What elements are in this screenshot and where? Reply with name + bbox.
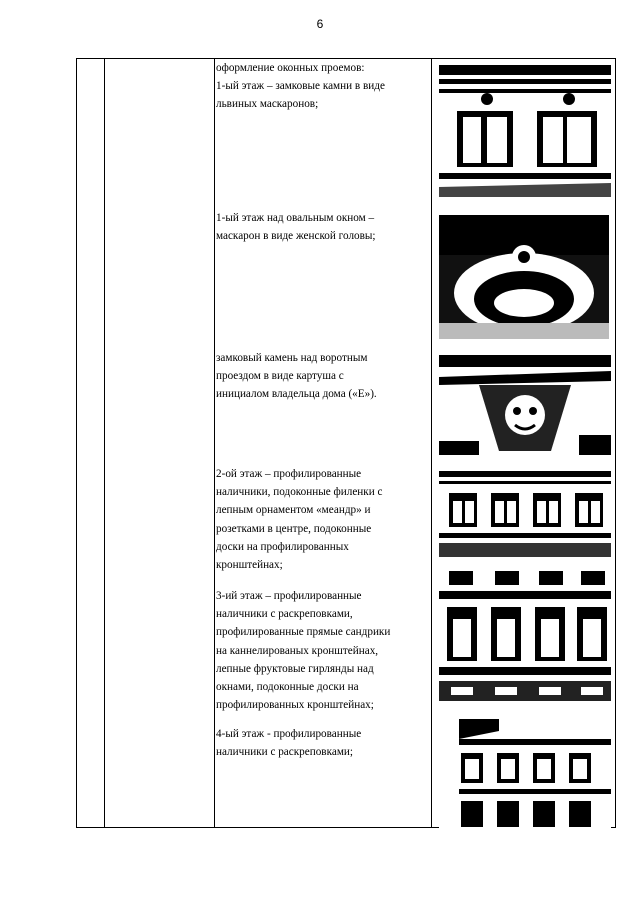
column-divider [104, 59, 105, 827]
text-line: кронштейнах; [216, 559, 283, 572]
monument-description-table [76, 58, 616, 828]
facade-photo-lion-mascarons [439, 65, 611, 197]
text-line: 3-ий этаж – профилированные [216, 590, 362, 602]
text-line: доски на профилированных [216, 540, 349, 553]
text-line: 1-ый этаж над овальным окном – [216, 212, 375, 224]
facade-photo-third-floor-windows [439, 567, 611, 701]
text-line: окнами, подоконные доски на [216, 681, 359, 694]
facade-photo-second-floor-windows [439, 471, 611, 557]
text-line: лепным орнаментом «меандр» и [216, 504, 371, 517]
text-line: 2-ой этаж – профилированные [216, 468, 362, 480]
text-line: розетками в центре, подоконные [216, 522, 372, 535]
text-line: лепные фруктовые гирлянды над [216, 662, 374, 675]
description-cell [216, 587, 432, 714]
description-cell [216, 465, 432, 574]
text-line: профилированных кронштейнах; [216, 699, 374, 712]
text-line: оформление оконных проемов: [216, 62, 365, 74]
text-line: инициалом владельца дома («Е»). [216, 388, 377, 401]
description-cell [216, 59, 432, 114]
column-divider [214, 59, 215, 827]
text-line: на каннелированых кронштейнах, [216, 644, 379, 657]
description-cell [216, 725, 432, 761]
description-cell [216, 209, 432, 245]
text-line: львиных маскаронов; [216, 98, 319, 111]
text-line: наличники, подоконные филенки с [216, 486, 383, 499]
text-line: 4-ый этаж - профилированные [216, 728, 362, 740]
description-cell [216, 349, 432, 404]
text-line: проездом в виде картуша с [216, 370, 344, 383]
text-line: 1-ый этаж – замковые камни в виде [216, 80, 385, 93]
text-line: замковый камень над воротным [216, 352, 368, 364]
text-line: наличники с раскреповками; [216, 746, 353, 759]
facade-photo-fourth-floor-windows [439, 719, 611, 829]
facade-photo-oval-window-mascaron [439, 215, 609, 339]
page-number: 6 [316, 17, 324, 31]
text-line: профилированные прямые сандрики [216, 626, 391, 639]
text-line: маскарон в виде женской головы; [216, 230, 376, 243]
facade-photo-cartouche [439, 355, 611, 455]
text-line: наличники с раскреповками, [216, 608, 353, 621]
